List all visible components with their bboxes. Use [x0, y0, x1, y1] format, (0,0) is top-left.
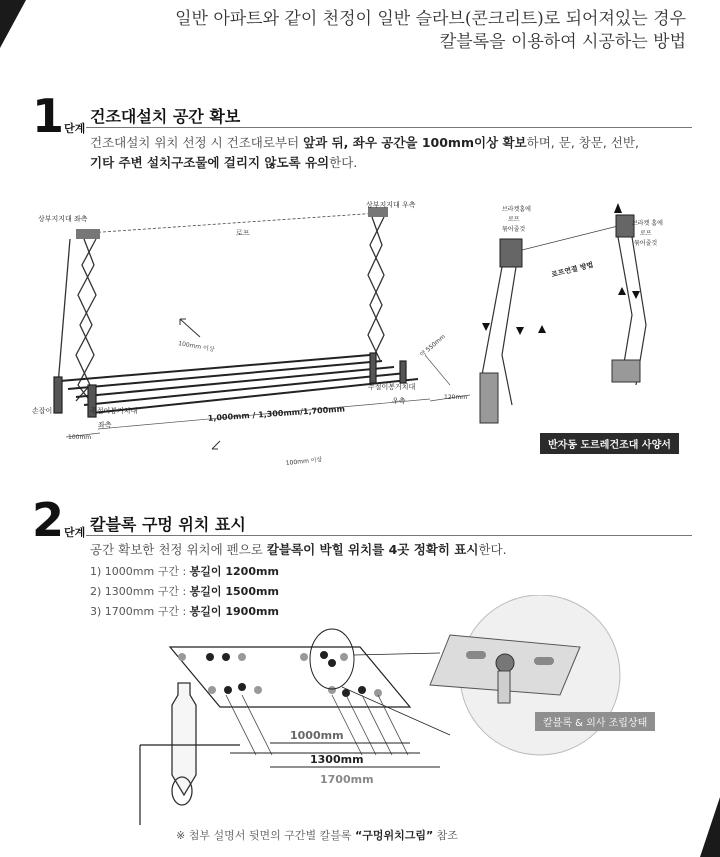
label-bracket-right-1: 브라켓 홈에	[632, 220, 663, 227]
step1-desc-bold: 앞과 뒤, 좌우 공간을 100mm이상 확보	[303, 135, 527, 150]
step2-title: 칼블록 구멍 위치 표시	[90, 515, 246, 534]
arrow-up-icon	[618, 287, 626, 295]
arrow-up-icon	[538, 325, 546, 333]
spec-prefix: 1) 1000mm 구간 :	[90, 565, 190, 578]
label-left: 좌측	[98, 421, 112, 429]
detail-caption: 칼블록 & 외사 조립상태	[535, 712, 655, 731]
step2-number: 2	[32, 493, 65, 547]
label-top-left: 상부지지대 좌측	[38, 215, 88, 223]
rack-arm	[172, 683, 196, 805]
label-left-gap: 100mm	[68, 434, 92, 441]
dimension-1700: 1700mm	[320, 773, 374, 786]
depth-line	[425, 355, 450, 385]
footnote	[176, 827, 458, 843]
footnote-bold: “구멍위치그림”	[354, 829, 434, 842]
dimension-1000: 1000mm	[290, 729, 344, 742]
step1-desc-text: 건조대설치 위치 선정 시 건조대로부터	[90, 135, 304, 150]
side-right-holder	[612, 360, 640, 382]
corner-decoration-top	[0, 0, 26, 48]
label-rope: 로프	[236, 229, 250, 237]
label-clearance-top: 100mm 이상	[177, 340, 215, 354]
footnote-text: ※ 첨부 설명서 뒷면의 구간별 칼블록	[176, 829, 355, 842]
step1-desc-bold-2: 기타 주변 설치구조물에 걸리지 않도록 유의	[90, 155, 330, 170]
step1-desc-text-end: 하며, 문, 창문, 선반,	[526, 135, 639, 150]
step2-divider	[86, 535, 692, 536]
spec-prefix: 2) 1300mm 구간 :	[90, 585, 190, 598]
step1-suffix: 단계	[64, 122, 86, 135]
detail-slot-right	[534, 657, 554, 665]
label-bracket-right-2: 로프	[640, 230, 652, 237]
step2-badge	[32, 493, 86, 547]
hanging-bars	[60, 355, 418, 413]
arrow-down-icon	[632, 291, 640, 299]
label-bottom-left: 주절이봉거치대	[90, 407, 138, 415]
heading-line-2: 칼블록을 이용하여 시공하는 방법	[439, 32, 686, 52]
step1-title: 건조대설치 공간 확보	[90, 107, 241, 126]
step1-divider	[86, 127, 692, 128]
label-top-right: 상부지지대 우측	[366, 201, 416, 209]
label-clearance-bottom: 100mm 이상	[285, 456, 323, 467]
spec-value: 봉길이 1500mm	[189, 585, 279, 598]
rope-line	[88, 213, 378, 233]
left-bracket-detail	[500, 239, 522, 267]
ceiling-plate	[170, 647, 410, 707]
hole-position-diagram	[120, 595, 680, 825]
step1-badge	[32, 89, 86, 143]
label-rope-method: 로프연결 방법	[550, 260, 595, 279]
corner-decoration-bottom	[700, 797, 720, 857]
spec-item-1	[90, 563, 279, 583]
detail-slot-left	[466, 651, 486, 659]
drying-rack-diagram	[30, 195, 480, 470]
step2-suffix: 단계	[64, 526, 86, 539]
label-depth: 약 550mm	[418, 333, 447, 359]
step1-description	[90, 133, 690, 173]
label-handle: 손잡이	[32, 407, 53, 415]
step2-description	[90, 540, 690, 560]
step1-number: 1	[32, 89, 65, 143]
footnote-text-end: 참조	[433, 829, 458, 842]
label-right-gap: 120mm	[444, 394, 468, 401]
step2-desc-bold: 칼블록이 박힐 위치를 4곳 정확히 표시	[266, 542, 479, 557]
side-rope-line	[510, 225, 622, 253]
arrow-down-icon	[482, 323, 490, 331]
label-right: 우측	[392, 397, 406, 405]
clearance-arrow-icon	[180, 319, 200, 337]
label-bracket-right-3: 묶어줄것	[634, 240, 658, 247]
bottom-clearance-arrow-icon	[212, 441, 220, 449]
left-bracket	[76, 229, 100, 239]
spec-caption: 반자동 도르레건조대 사양서	[540, 433, 679, 454]
side-left-holder	[480, 373, 498, 423]
step1-desc-text-2: 한다.	[329, 155, 358, 170]
step2-desc-text-end: 한다.	[478, 542, 507, 557]
label-bracket-left-3: 묶어줄것	[502, 226, 526, 233]
detail-anchor-head	[496, 654, 514, 672]
anchor-bolt-icon	[498, 671, 510, 703]
left-scissor-arm	[58, 239, 96, 401]
step2-desc-text: 공간 확보한 천정 위치에 펜으로	[90, 542, 267, 557]
arrow-up-icon	[614, 203, 622, 213]
heading-line-1: 일반 아파트와 같이 천정이 일반 슬라브(콘크리트)로 되어져있는 경우	[175, 9, 686, 29]
arrow-down-icon	[516, 327, 524, 335]
spec-value: 봉길이 1200mm	[189, 565, 279, 578]
right-scissor-arm	[368, 217, 384, 360]
label-width: 1,000mm / 1,300mm/1,700mm	[207, 404, 346, 423]
spec-prefix: 3) 1700mm 구간 :	[90, 605, 190, 618]
rope-connection-diagram	[472, 195, 672, 435]
label-bracket-left-1: 브라켓홈에	[502, 206, 531, 213]
spec-value: 봉길이 1900mm	[189, 605, 279, 618]
page-heading	[175, 8, 686, 54]
zoom-line-top	[354, 653, 440, 655]
label-bottom-right: 주절이봉거치대	[368, 383, 416, 391]
label-bracket-left-2: 로프	[508, 216, 520, 223]
dimension-1300: 1300mm	[310, 753, 364, 766]
